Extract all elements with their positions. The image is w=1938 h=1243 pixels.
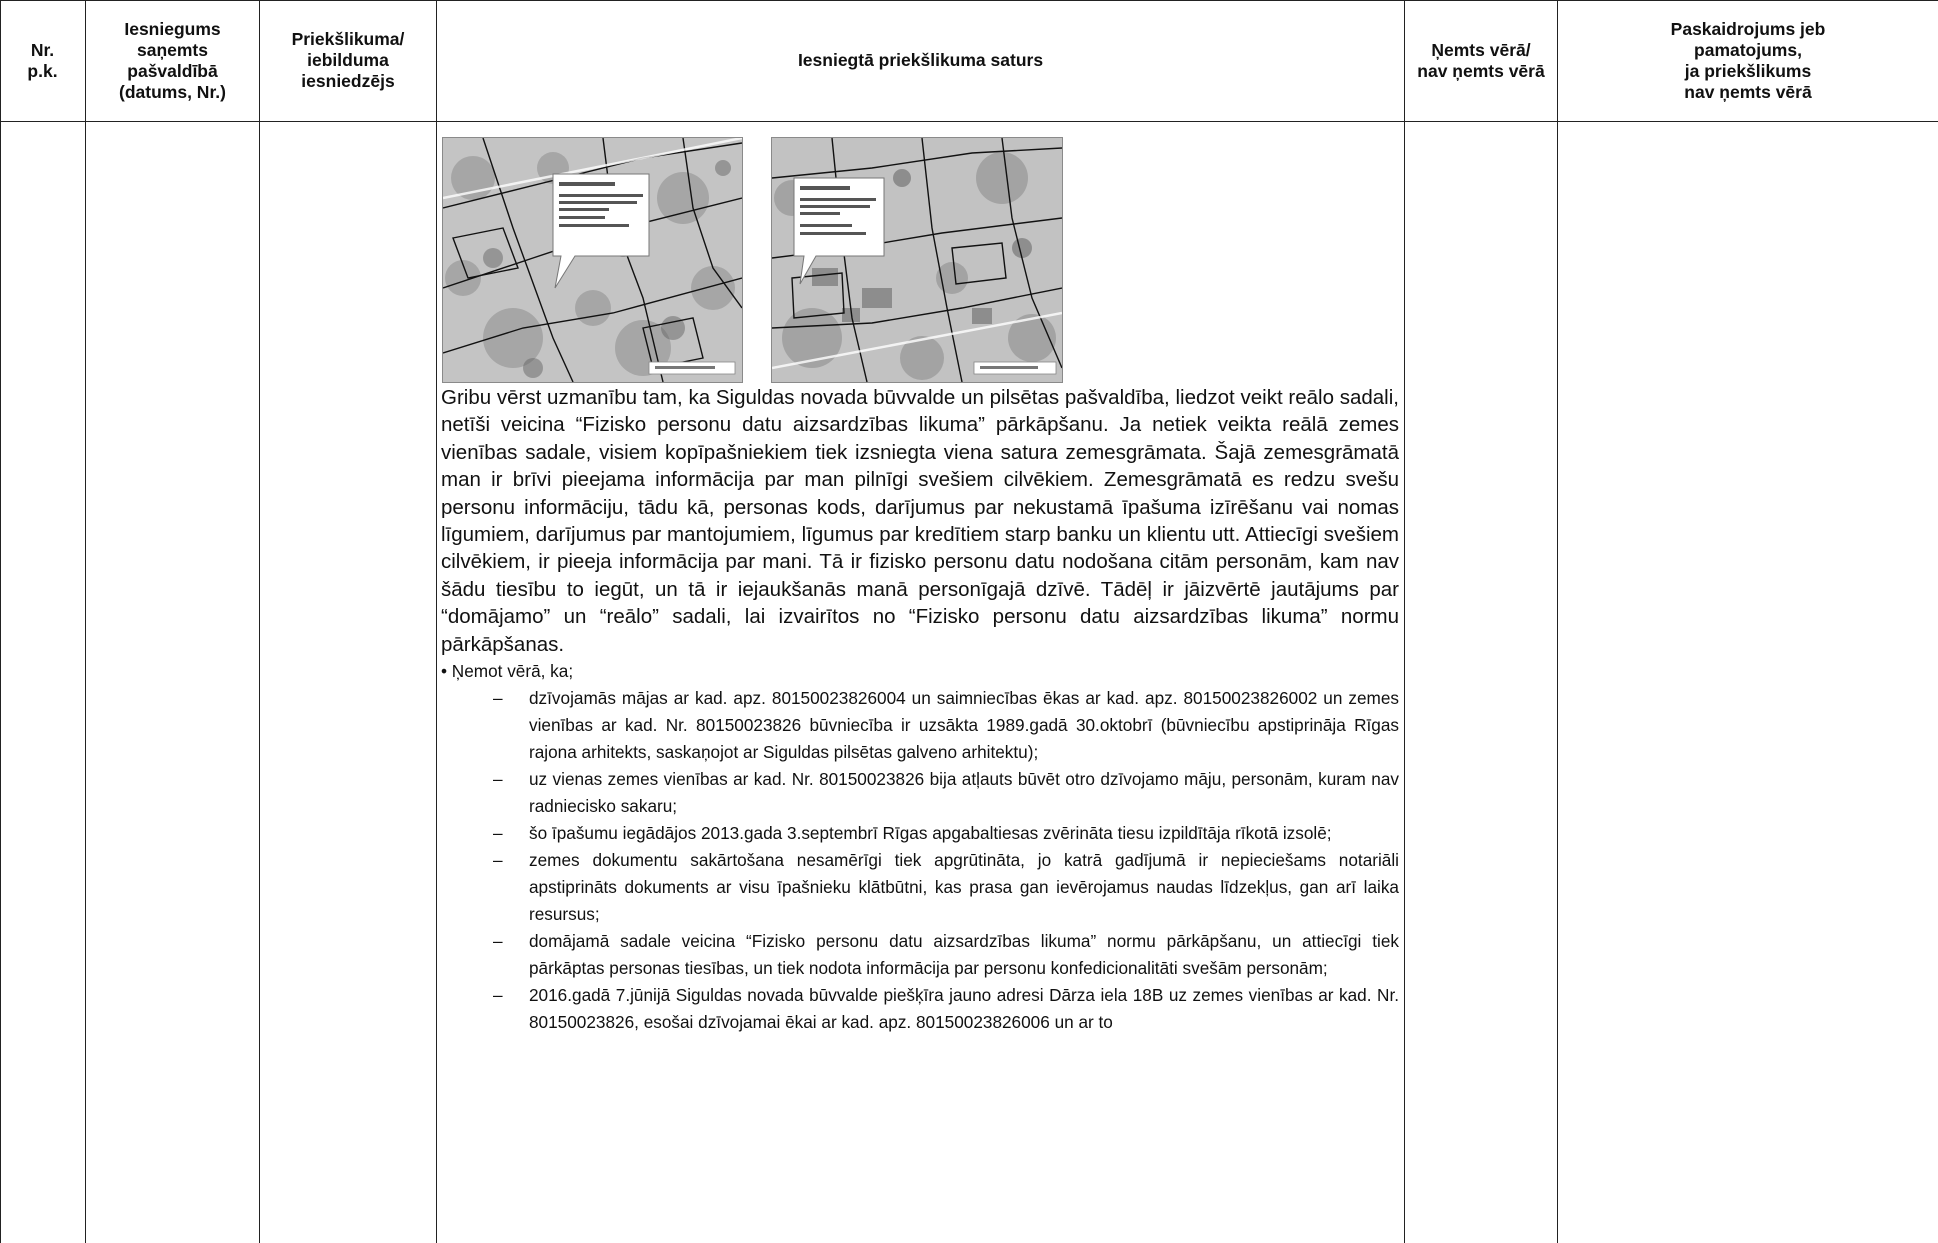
column-divider bbox=[1557, 0, 1558, 1243]
list-item: – uz vienas zemes vienības ar kad. Nr. 80150023826 bija atļauts būvēt otro dzīvojamo māju, personām, kuram nav radniecisko sakaru; bbox=[493, 769, 1399, 817]
list-item: – šo īpašumu iegādājos 2013.gada 3.septembrī Rīgas apgabaltiesas zvērināta tiesu izpildītāja rīkotā izsolē; bbox=[493, 823, 1332, 844]
column-divider bbox=[259, 0, 260, 1243]
column-divider bbox=[85, 0, 86, 1243]
header-nr: Nr. p.k. bbox=[27, 39, 58, 81]
proposal-paragraph: Gribu vērst uzmanību tam, ka Siguldas novada būvvalde un pilsētas pašvaldība, liedzot veikt reālo sadali, netīši veicina “Fizisko personu datu aizsardzības likuma” pārkāpšanu. Ja netiek veikta reālā zemes vienības sadale, visiem kopīpašniekiem tiek izsniegta viena satura zemesgrāmata. Šajā zemesgrāmatā man ir brīvi pieejama informācija par man pilnīgi svešiem cilvēkiem. Zemesgrāmatā es redzu svešu personu informāciju, tādu kā, personas kods, darījumus par nekustamā īpašuma izīrēšanu vai nomas līgumiem, darījumus par mantojumiem, līgumus par kredītiem starp banku un klientu utt. Attiecīgi svešiem cilvēkiem, ir pieeja informācija par mani. Tā ir fizisko personu datu nodošana citām personām, kam nav šādu tiesību to iegūt, un tā ir iejaukšanās manā personīgajā dzīvē. Tādēļ ir jāizvērtē jautājums par “domājamo” un “reālo” sadali, lai izvairītos no “Fizisko personu datu aizsardzības likuma” normu pārkāpšanas. bbox=[441, 386, 1399, 656]
list-item: – 2016.gadā 7.jūnijā Siguldas novada būvvalde piešķīra jauno adresi Dārza iela 18B uz zemes vienības ar kad. Nr. 80150023826, esošai dzīvojamai ēkai ar kad. apz. 80150023826006 un ar to bbox=[493, 985, 1399, 1033]
list-item: – zemes dokumentu sakārtošana nesamērīgi tiek apgrūtināta, jo katrā gadījumā ir nepieciešams notariāli apstiprināts dokuments ar visu īpašnieku klātbūtni, kas prasa gan ievērojamus naudas līdzekļus, gan arī laika resursus; bbox=[493, 850, 1399, 925]
considering-bullet: • Ņemot vērā, ka; bbox=[441, 661, 574, 682]
header-bottom-border bbox=[0, 121, 1938, 122]
list-item: – domājamā sadale veicina “Fizisko personu datu aizsardzības likuma” normu pārkāpšanu, un attiecīgi tiek pārkāptas personas tiesības, un tiek nodota informācija par personu konfedicionalitāti svešām personām; bbox=[493, 931, 1399, 979]
header-submitter: Priekšlikuma/ iebilduma iesniedzējs bbox=[291, 29, 405, 91]
header-explanation: Paskaidrojums jeb pamatojums, ja priekšlikums nav ņemts vērā bbox=[1670, 18, 1826, 102]
table-left-border bbox=[0, 0, 1, 1243]
proposal-content bbox=[441, 384, 1399, 1036]
considerations-list bbox=[441, 685, 1399, 1036]
header-content: Iesniegtā priekšlikuma saturs bbox=[797, 50, 1044, 70]
column-divider bbox=[1404, 0, 1405, 1243]
header-received: Iesniegums saņemts pašvaldībā (datums, Nr.) bbox=[119, 18, 226, 102]
cadastral-map-image-right bbox=[771, 137, 1063, 383]
list-item: – dzīvojamās mājas ar kad. apz. 80150023826004 un saimniecības ēkas ar kad. apz. 80150023826002 un zemes vienības ar kad. Nr. 80150023826 būvniecība ir uzsākta 1989.gadā 30.oktobrī (būvniecību apstiprināja Rīgas rajona arhitekts, saskaņojot ar Siguldas pilsētas galveno arhitektu); bbox=[493, 688, 1399, 763]
cadastral-map-image-left bbox=[442, 137, 743, 383]
column-divider bbox=[436, 0, 437, 1243]
header-considered: Ņemts vērā/ nav ņemts vērā bbox=[1417, 39, 1545, 81]
